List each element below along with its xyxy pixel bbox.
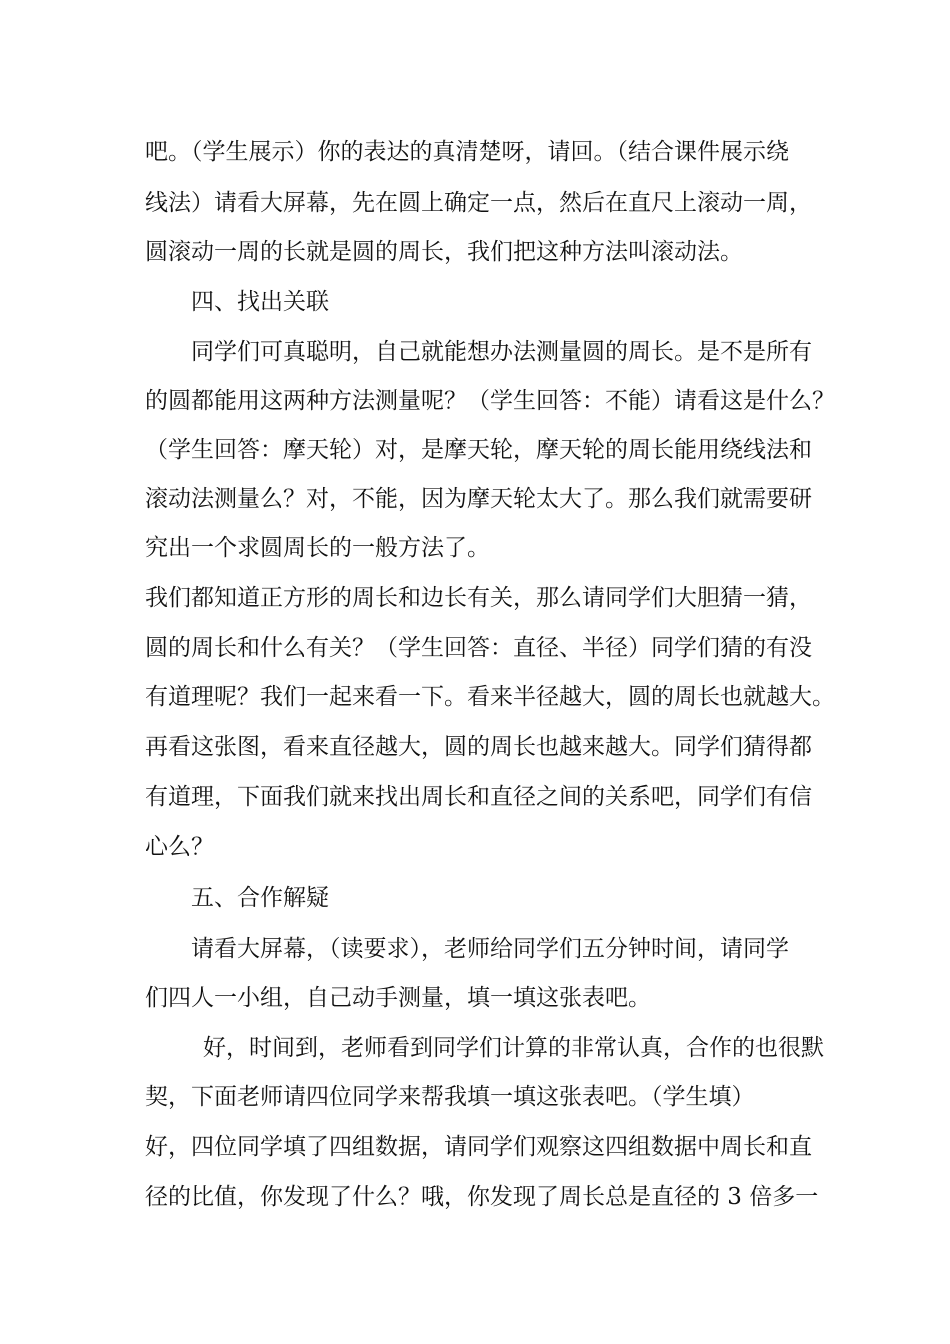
text-line: 们四人一小组，自己动手测量，填一填这张表吧。 (145, 985, 651, 1011)
text-line: 有道理呢？我们一起来看一下。看来半径越大，圆的周长也就越大。 (145, 684, 835, 710)
section-heading: 五、合作解疑 (191, 885, 329, 911)
text-line: 的圆都能用这两种方法测量呢？（学生回答：不能）请看这是什么？ (145, 388, 835, 414)
text-line: 线法）请看大屏幕，先在圆上确定一点，然后在直尺上滚动一周， (145, 190, 812, 216)
text-line: 请看大屏幕，（读要求），老师给同学们五分钟时间，请同学 (191, 936, 789, 962)
text-line: 好，四位同学填了四组数据，请同学们观察这四组数据中周长和直 (145, 1134, 812, 1160)
text-line: 圆的周长和什么有关？（学生回答：直径、半径）同学们猜的有没 (145, 635, 812, 661)
text-line: 心么？ (145, 834, 214, 860)
text-line: （学生回答：摩天轮）对，是摩天轮，摩天轮的周长能用绕线法和 (145, 437, 812, 463)
text-line: 吧。（学生展示）你的表达的真清楚呀，请回。（结合课件展示绕 (145, 139, 789, 165)
section-heading: 四、找出关联 (191, 289, 329, 315)
text-line: 好，时间到，老师看到同学们计算的非常认真，合作的也很默 (203, 1035, 824, 1061)
text-line: 究出一个求圆周长的一般方法了。 (145, 535, 490, 561)
text-line: 再看这张图，看来直径越大，圆的周长也越来越大。同学们猜得都 (145, 734, 812, 760)
text-line: 有道理，下面我们就来找出周长和直径之间的关系吧，同学们有信 (145, 784, 812, 810)
text-line: 径的比值，你发现了什么？哦，你发现了周长总是直径的 3 倍多一 (145, 1184, 819, 1210)
text-line: 同学们可真聪明，自己就能想办法测量圆的周长。是不是所有 (191, 339, 812, 365)
text-line: 我们都知道正方形的周长和边长有关，那么请同学们大胆猜一猜， (145, 585, 812, 611)
text-line: 圆滚动一周的长就是圆的周长，我们把这种方法叫滚动法。 (145, 239, 743, 265)
text-line: 契，下面老师请四位同学来帮我填一填这张表吧。（学生填） (145, 1084, 755, 1110)
text-line: 滚动法测量么？对，不能，因为摩天轮太大了。那么我们就需要研 (145, 486, 812, 512)
